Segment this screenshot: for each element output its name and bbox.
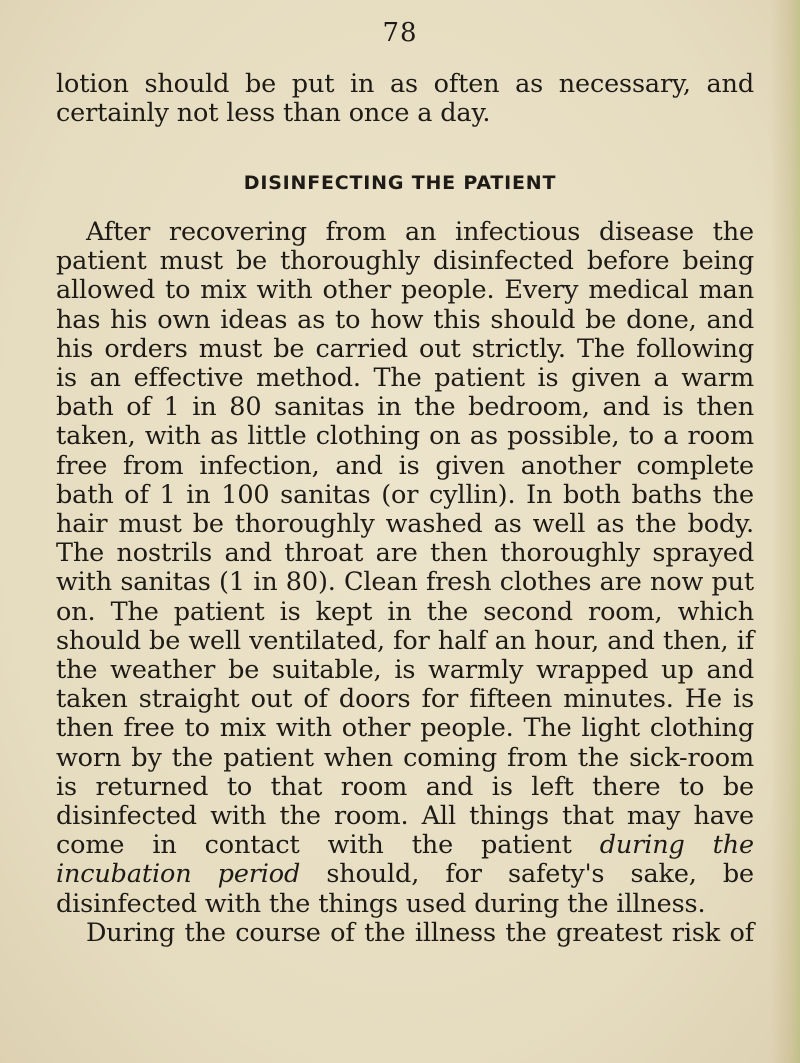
paragraph-illness-risk: During the course of the illness the greatest risk of <box>86 917 754 948</box>
body-text <box>56 218 754 948</box>
intro-text <box>56 70 754 128</box>
italic-phrase: during the incubation period <box>56 830 754 890</box>
paragraph-text-continued: should, for safety's sake, be disinfected with the things used during the illness. <box>56 859 754 919</box>
page-number: 78 <box>382 18 418 48</box>
section-heading: DISINFECTING THE PATIENT <box>243 172 557 194</box>
paragraph-disinfection-method <box>56 218 754 919</box>
paragraph-text: After recovering from an infectious disease the patient must be thoroughly disinfected before being allowed to mix with other people. Every medical man has his own ideas as to how this should be done, and his orders must be carried out strictly. The following is an effective method. The patient is given a warm bath of 1 in 80 sanitas in the bedroom, and is then taken, with as little clothing on as possible, to a room free from infection, and is given another complete bath of 1 in 100 sanitas (or cyllin). In both baths the hair must be thoroughly washed as well as the body. The nostrils and throat are then thoroughly sprayed with sanitas (1 in 80). Clean fresh clothes are now put on. The patient is kept in the second room, which should be well ventilated, for half an hour, and then, if the weather be suitable, is warmly wrapped up and taken straight out of doors for fifteen minutes. He is then free to mix with other people. The light clothing worn by the patient when coming from the sick-room is returned to that room and is left there to be disinfected with the room. All things that may have come in contact with the patient <box>56 217 754 861</box>
intro-paragraph: lotion should be put in as often as necessary, and certainly not less than once a day. <box>56 69 754 129</box>
